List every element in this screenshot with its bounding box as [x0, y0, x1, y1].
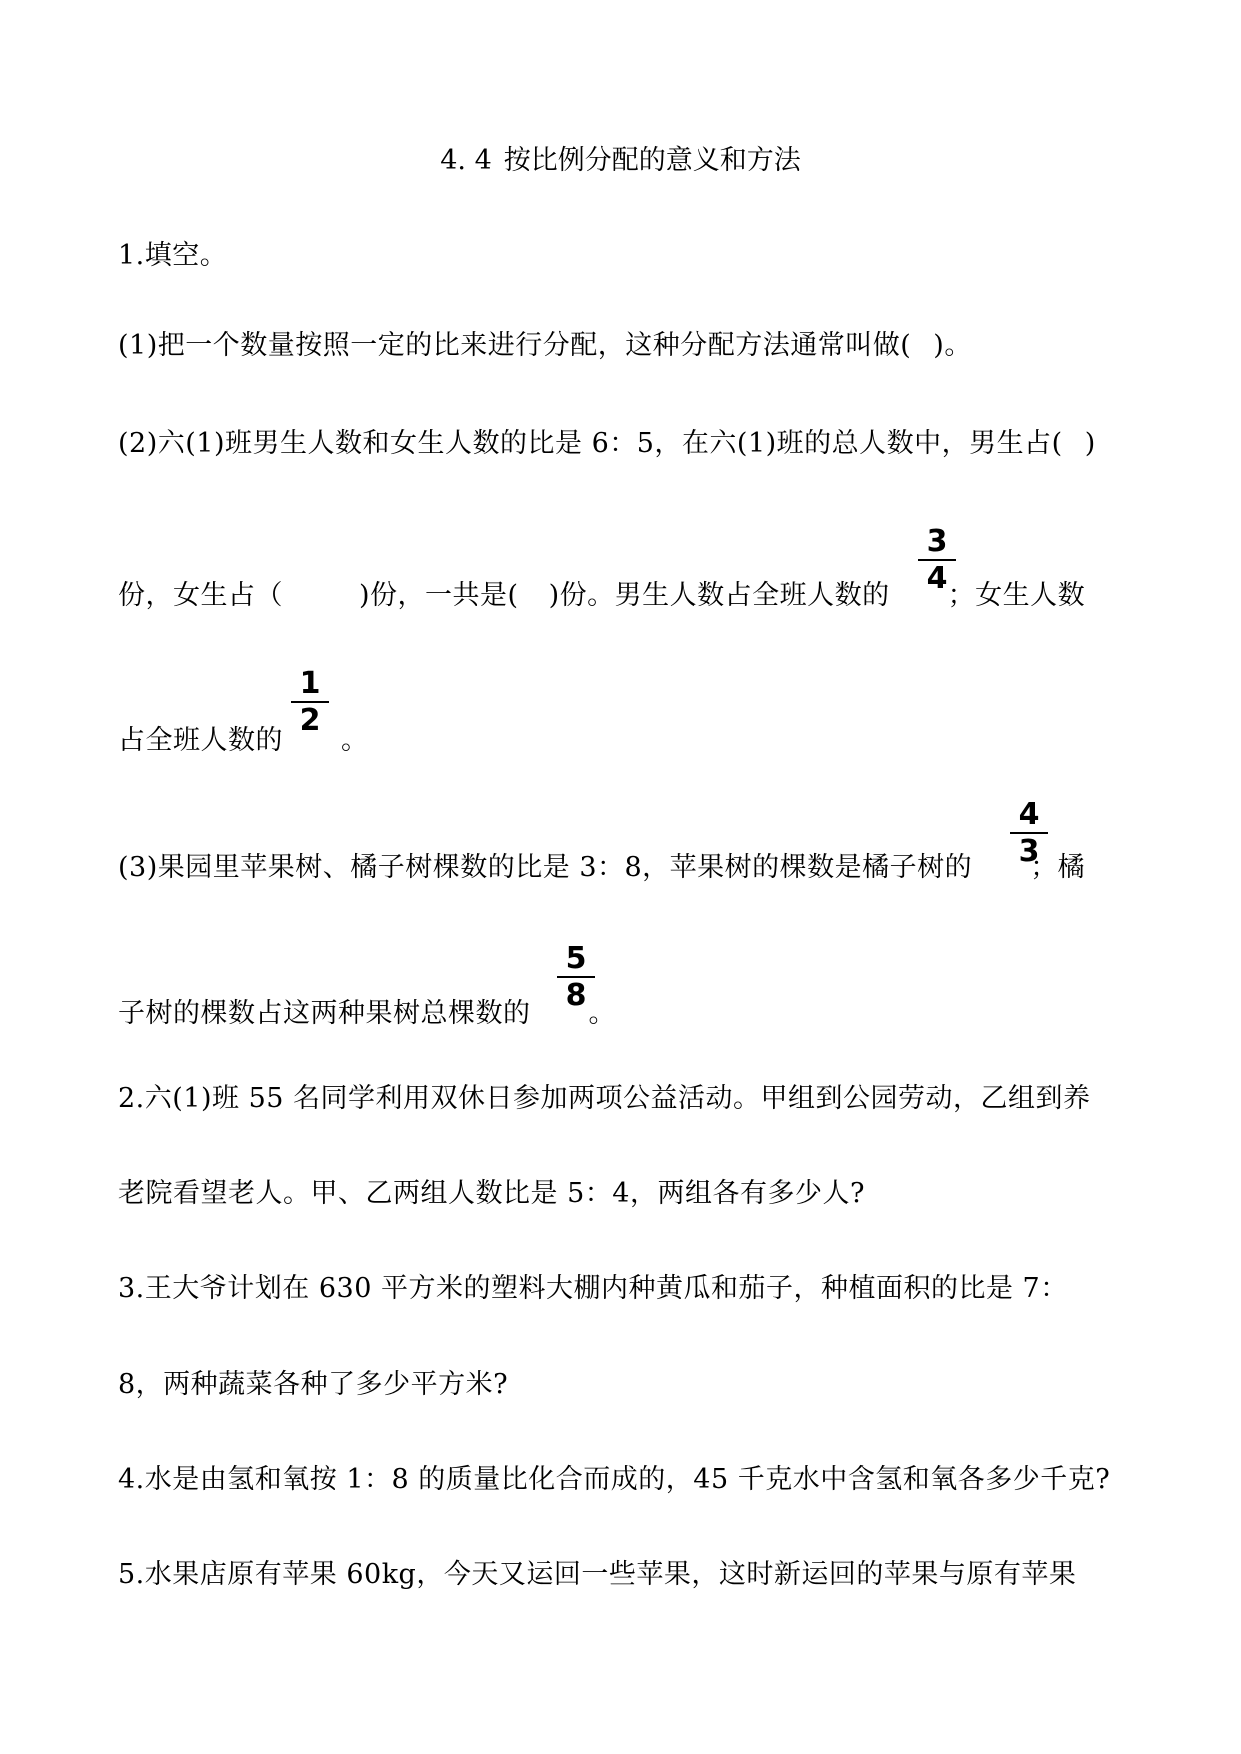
fraction-one-half: 1 2: [291, 669, 329, 736]
question-1-part-2-line-3: 占全班人数的 。: [118, 725, 369, 756]
question-2-line-1: 2.六(1)班 55 名同学利用双休日参加两项公益活动。甲组到公园劳动，乙组到养: [118, 1083, 1091, 1114]
question-1-heading: 1.填空。: [118, 240, 228, 271]
question-3-line-1: 3.王大爷计划在 630 平方米的塑料大棚内种黄瓜和茄子，种植面积的比是 7：: [118, 1273, 1068, 1304]
question-1-part-2-line-2: 份，女生占（ )份，一共是( )份。男生人数占全班人数的 ；女生人数: [118, 580, 1086, 611]
question-1-part-1: (1)把一个数量按照一定的比来进行分配，这种分配方法通常叫做( )。: [118, 330, 972, 361]
question-1-part-2-line-1: (2)六(1)班男生人数和女生人数的比是 6：5，在六(1)班的总人数中，男生占( ): [118, 428, 1096, 459]
section-number: 4. 4: [440, 145, 492, 176]
question-4-line-1: 4.水是由氢和氧按 1：8 的质量比化合而成的，45 千克水中含氢和氧各多少千克?: [118, 1464, 1111, 1495]
question-5-line-1: 5.水果店原有苹果 60kg，今天又运回一些苹果，这时新运回的苹果与原有苹果: [118, 1559, 1077, 1590]
question-3-line-2: 8，两种蔬菜各种了多少平方米?: [118, 1369, 509, 1400]
fraction-three-quarters: 3 4: [918, 527, 956, 594]
question-1-part-3-line-2: 子树的棵数占这两种果树总棵数的 。: [118, 998, 616, 1029]
page-title: [0, 145, 1241, 177]
section-title: 按比例分配的意义和方法: [503, 145, 801, 176]
fraction-five-eighths: 5 8: [557, 944, 595, 1011]
question-2-line-2: 老院看望老人。甲、乙两组人数比是 5：4，两组各有多少人?: [118, 1178, 865, 1209]
fraction-four-thirds: 4 3: [1010, 800, 1048, 867]
question-1-part-3-line-1: (3)果园里苹果树、橘子树棵数的比是 3：8，苹果树的棵数是橘子树的 ；橘: [118, 852, 1086, 883]
